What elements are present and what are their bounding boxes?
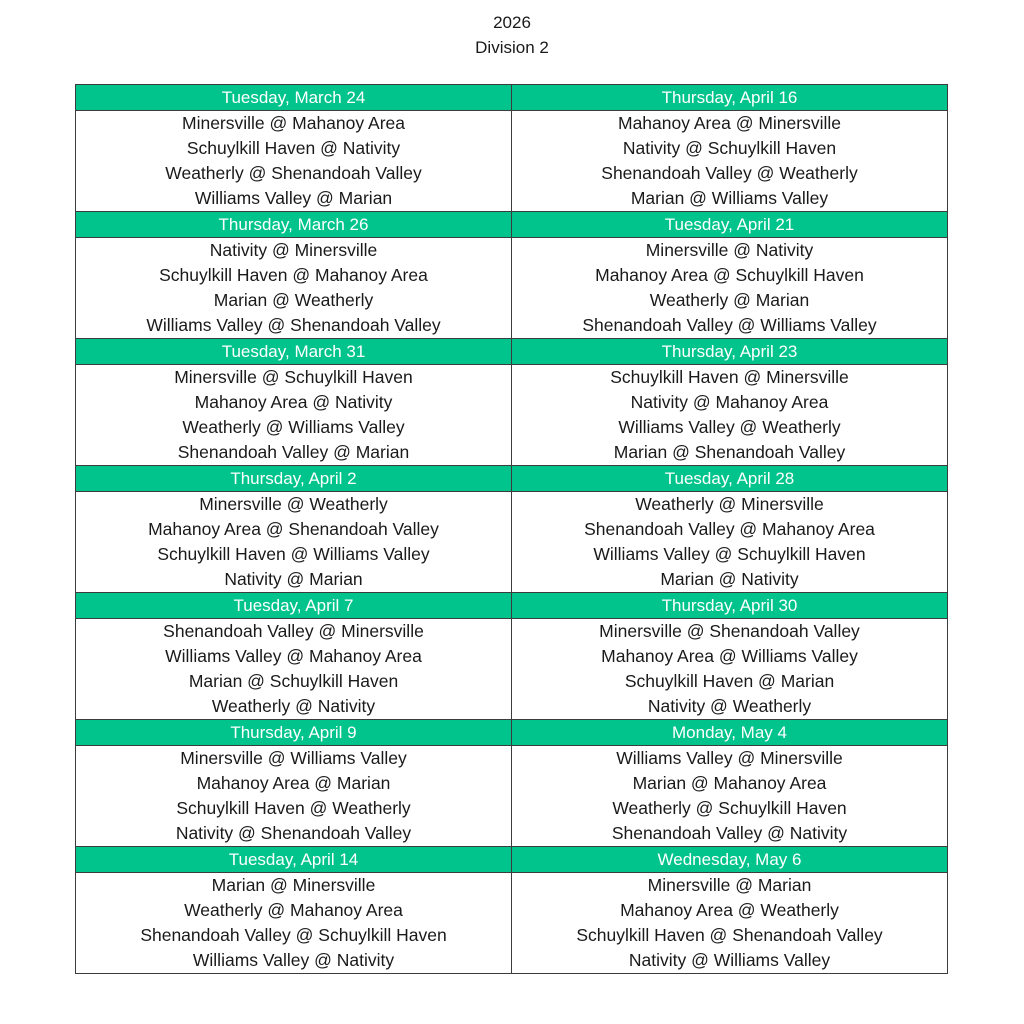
matchup: Minersville @ Marian [647,875,812,895]
matchup: Weatherly @ Shenandoah Valley [165,163,422,183]
date-header-row [76,466,948,492]
year-title: 2026 [493,13,531,32]
matchup: Schuylkill Haven @ Shenandoah Valley [576,925,883,945]
matchup: Williams Valley @ Weatherly [618,417,841,437]
matchup: Nativity @ Schuylkill Haven [622,138,837,158]
matchup: Shenandoah Valley @ Schuylkill Haven [140,925,447,945]
matchup: Shenandoah Valley @ Weatherly [601,163,858,183]
games-row [76,365,948,466]
games-row [76,238,948,339]
game-date-header: Thursday, April 30 [512,593,948,619]
game-date-header: Tuesday, March 24 [76,85,512,111]
games-cell [512,492,948,593]
matchup: Minersville @ Mahanoy Area [182,113,405,133]
matchup: Mahanoy Area @ Shenandoah Valley [148,519,439,539]
matchup: Mahanoy Area @ Minersville [618,113,841,133]
date-header-row [76,847,948,873]
date-header-row [76,339,948,365]
games-cell [512,873,948,974]
game-date-header: Tuesday, March 31 [76,339,512,365]
matchup: Minersville @ Weatherly [199,494,388,514]
games-cell [512,111,948,212]
games-row [76,111,948,212]
games-row [76,619,948,720]
games-row [76,746,948,847]
game-date-header: Tuesday, April 28 [512,466,948,492]
matchup: Mahanoy Area @ Weatherly [620,900,839,920]
matchup: Nativity @ Mahanoy Area [630,392,829,412]
matchup: Marian @ Nativity [660,569,799,589]
matchup: Mahanoy Area @ Williams Valley [601,646,858,666]
matchup: Williams Valley @ Marian [194,188,393,208]
matchup: Weatherly @ Marian [649,290,810,310]
division-title: Division 2 [475,38,549,57]
matchup: Weatherly @ Nativity [211,696,376,716]
date-header-row [76,212,948,238]
matchup: Marian @ Schuylkill Haven [188,671,399,691]
game-date-header: Thursday, April 2 [76,466,512,492]
matchup: Williams Valley @ Mahanoy Area [165,646,422,666]
matchup: Nativity @ Weatherly [647,696,812,716]
matchup: Minersville @ Williams Valley [180,748,407,768]
matchup: Shenandoah Valley @ Mahanoy Area [584,519,875,539]
schedule-table [75,84,948,974]
matchup: Shenandoah Valley @ Williams Valley [582,315,877,335]
matchup: Nativity @ Williams Valley [628,950,831,970]
matchup: Schuylkill Haven @ Mahanoy Area [159,265,428,285]
matchup: Schuylkill Haven @ Weatherly [176,798,411,818]
game-date-header: Tuesday, April 7 [76,593,512,619]
games-cell [512,238,948,339]
matchup: Nativity @ Minersville [209,240,378,260]
matchup: Marian @ Williams Valley [630,188,829,208]
games-row [76,492,948,593]
game-date-header: Thursday, March 26 [76,212,512,238]
matchup: Shenandoah Valley @ Nativity [611,823,848,843]
games-row [76,873,948,974]
game-date-header: Wednesday, May 6 [512,847,948,873]
matchup: Schuylkill Haven @ Minersville [610,367,849,387]
matchup: Weatherly @ Minersville [635,494,824,514]
games-cell [76,238,512,339]
matchup: Shenandoah Valley @ Minersville [163,621,424,641]
matchup: Minersville @ Shenandoah Valley [599,621,860,641]
date-header-row [76,593,948,619]
matchup: Weatherly @ Mahanoy Area [184,900,403,920]
matchup: Marian @ Minersville [211,875,376,895]
date-header-row [76,85,948,111]
matchup: Williams Valley @ Schuylkill Haven [593,544,866,564]
matchup: Williams Valley @ Shenandoah Valley [146,315,441,335]
game-date-header: Thursday, April 23 [512,339,948,365]
games-cell [76,492,512,593]
games-cell [512,619,948,720]
matchup: Shenandoah Valley @ Marian [177,442,410,462]
date-header-row [76,720,948,746]
games-cell [76,873,512,974]
matchup: Schuylkill Haven @ Nativity [186,138,401,158]
games-cell [76,365,512,466]
game-date-header: Monday, May 4 [512,720,948,746]
matchup: Mahanoy Area @ Schuylkill Haven [595,265,864,285]
matchup: Weatherly @ Schuylkill Haven [612,798,847,818]
matchup: Williams Valley @ Nativity [192,950,395,970]
document-header [0,10,1024,60]
matchup: Minersville @ Schuylkill Haven [174,367,413,387]
game-date-header: Tuesday, April 14 [76,847,512,873]
matchup: Marian @ Mahanoy Area [632,773,827,793]
matchup: Weatherly @ Williams Valley [182,417,405,437]
matchup: Schuylkill Haven @ Williams Valley [157,544,430,564]
game-date-header: Thursday, April 9 [76,720,512,746]
matchup: Mahanoy Area @ Marian [196,773,391,793]
matchup: Mahanoy Area @ Nativity [194,392,393,412]
matchup: Williams Valley @ Minersville [616,748,843,768]
games-cell [512,365,948,466]
matchup: Nativity @ Shenandoah Valley [175,823,412,843]
matchup: Schuylkill Haven @ Marian [624,671,835,691]
games-cell [76,111,512,212]
matchup: Minersville @ Nativity [645,240,814,260]
games-cell [76,619,512,720]
game-date-header: Thursday, April 16 [512,85,948,111]
matchup: Marian @ Weatherly [213,290,374,310]
games-cell [512,746,948,847]
games-cell [76,746,512,847]
game-date-header: Tuesday, April 21 [512,212,948,238]
matchup: Marian @ Shenandoah Valley [613,442,846,462]
matchup: Nativity @ Marian [224,569,363,589]
